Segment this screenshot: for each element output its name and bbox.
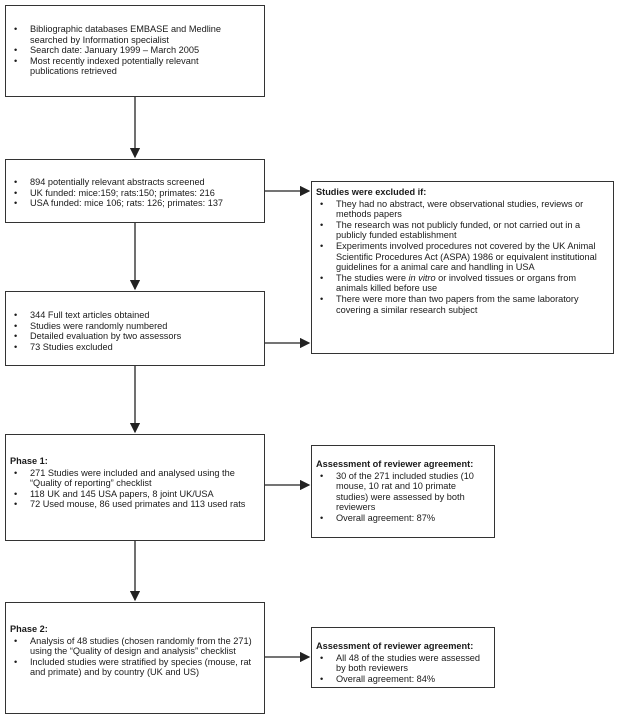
list-item: • They had no abstract, were observational studies, reviews or methods papers: [312, 199, 607, 220]
list-item: • All 48 of the studies were assessed by both reviewers: [312, 653, 486, 674]
phase2-box: [5, 602, 265, 714]
list-item: • Search date: January 1999 – March 2005: [6, 45, 246, 56]
list-item: • 72 Used mouse, 86 used primates and 113 used rats: [6, 499, 250, 510]
reviewer-agreement-box-1: [311, 445, 495, 538]
list-item: • UK funded: mice:159; rats:150; primates: 216: [6, 188, 248, 199]
agreement1-title: Assessment of reviewer agreement:: [316, 459, 474, 469]
phase1-title: Phase 1:: [10, 456, 48, 466]
list-item: • Experiments involved procedures not covered by the UK Animal Scientific Procedures Act (ASPA) 1986 or equivalent institutional guidelines for a animal care and handling in USA: [312, 241, 607, 273]
list-item: • There were more than two papers from the same laboratory covering a similar research subject: [312, 294, 607, 315]
list-item: • 271 Studies were included and analysed using the “Quality of reporting” checklist: [6, 468, 250, 489]
list-item: • Bibliographic databases EMBASE and Medline searched by Information specialist: [6, 24, 246, 45]
exclusion-title: Studies were excluded if:: [316, 187, 427, 197]
list-item: • Detailed evaluation by two assessors: [6, 331, 248, 342]
list-item: • 118 UK and 145 USA papers, 8 joint UK/USA: [6, 489, 250, 500]
list-item: • USA funded: mice 106; rats: 126; primates: 137: [6, 198, 248, 209]
list-item: • Overall agreement: 87%: [312, 513, 486, 524]
screening-box: [5, 159, 265, 223]
list-item: • 73 Studies excluded: [6, 342, 248, 353]
list-item: [312, 273, 607, 294]
search-box: [5, 5, 265, 97]
list-item: • 894 potentially relevant abstracts screened: [6, 177, 248, 188]
exclusion-criteria-box: [311, 181, 614, 354]
phase1-box: [5, 434, 265, 541]
agreement2-title: Assessment of reviewer agreement:: [316, 641, 474, 651]
text-fragment: The studies were: [336, 272, 409, 283]
text-fragment: or involved tissues or organs from animals killed before use: [336, 272, 577, 294]
list-item: • Most recently indexed potentially relevant publications retrieved: [6, 56, 246, 77]
list-item: • Overall agreement: 84%: [312, 674, 486, 685]
list-item: • Analysis of 48 studies (chosen randomly from the 271) using the “Quality of design and analysis” checklist: [6, 636, 252, 657]
phase2-title: Phase 2:: [10, 624, 48, 634]
italic-term: in vitro: [408, 272, 436, 283]
reviewer-agreement-box-2: [311, 627, 495, 688]
list-item: • 344 Full text articles obtained: [6, 310, 248, 321]
list-item: • 30 of the 271 included studies (10 mouse, 10 rat and 10 primate studies) were assessed by both reviewers: [312, 471, 486, 513]
list-item: • The research was not publicly funded, or not carried out in a publicly funded establishment: [312, 220, 607, 241]
full-text-box: [5, 291, 265, 366]
list-item: • Included studies were stratified by species (mouse, rat and primate) and by country (UK and US): [6, 657, 252, 678]
list-item: • Studies were randomly numbered: [6, 321, 248, 332]
